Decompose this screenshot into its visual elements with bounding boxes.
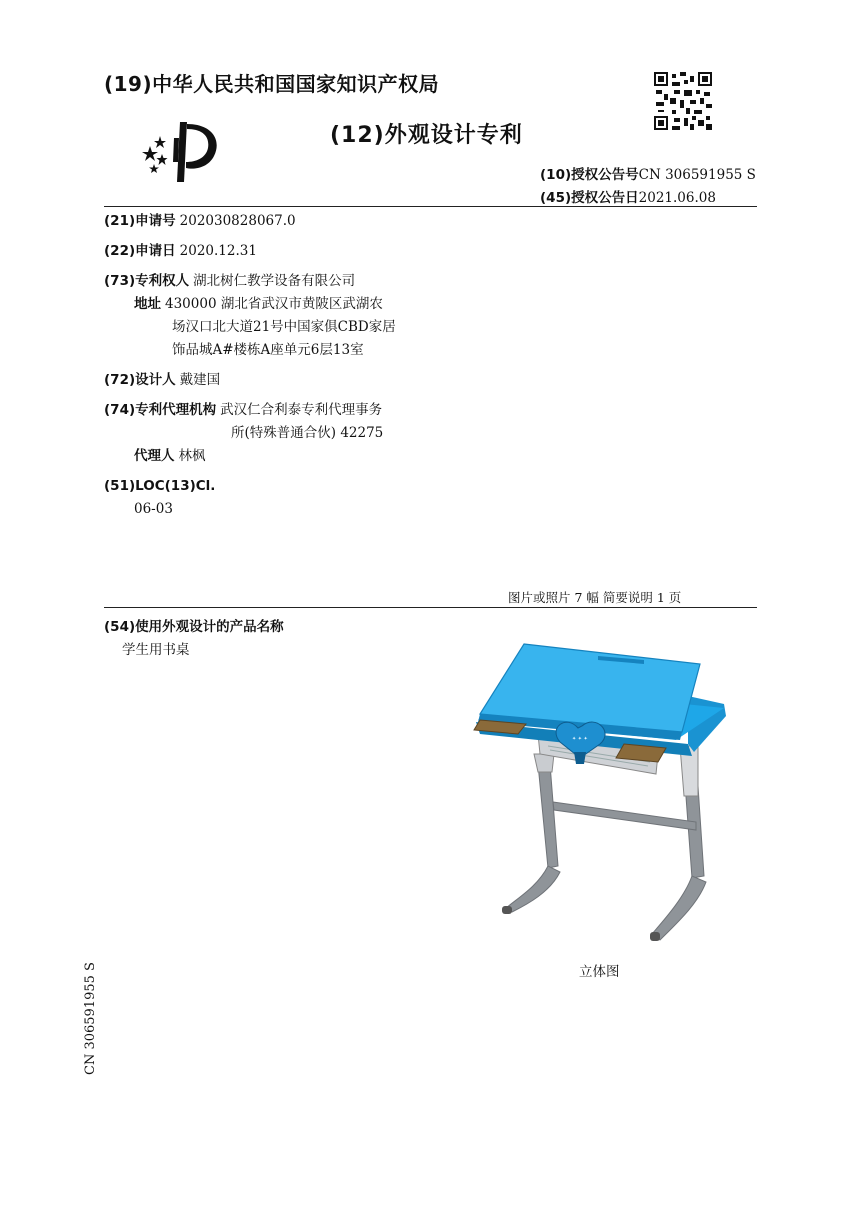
student-desk-illustration xyxy=(468,636,730,948)
section-divider xyxy=(104,607,757,608)
loc-class: 06-03 xyxy=(134,501,173,517)
address-row xyxy=(134,294,383,314)
agency-line-1: 武汉仁合利泰专利代理事务 xyxy=(220,402,383,418)
agency-row xyxy=(104,400,382,420)
agent-label: 代理人 xyxy=(134,448,175,464)
patentee: 湖北树仁教学设备有限公司 xyxy=(193,273,356,289)
publication-date-label: (45)授权公告日 xyxy=(540,190,639,206)
patentee-row xyxy=(104,271,355,291)
publication-date: 2021.06.08 xyxy=(638,190,716,206)
publication-number-label: (10)授权公告号 xyxy=(540,167,639,183)
document-type-title: (12)外观设计专利 xyxy=(330,123,523,148)
loc-label: (51)LOC(13)Cl. xyxy=(104,478,216,494)
side-publication-number: CN 306591955 S xyxy=(83,962,98,1075)
application-number-row xyxy=(104,211,296,231)
application-date: 2020.12.31 xyxy=(179,243,257,259)
product-name: 学生用书桌 xyxy=(122,642,190,658)
application-date-row xyxy=(104,241,257,261)
svg-text:✦ ✦ ✦: ✦ ✦ ✦ xyxy=(572,736,588,742)
patentee-label: (73)专利权人 xyxy=(104,273,190,289)
publication-number: CN 306591955 S xyxy=(638,167,756,183)
loc-row xyxy=(104,476,215,496)
pages-info: 图片或照片 7 幅 简要说明 1 页 xyxy=(508,590,682,605)
office-name: (19)中华人民共和国国家知识产权局 xyxy=(104,72,440,96)
application-date-label: (22)申请日 xyxy=(104,243,176,259)
agent-row xyxy=(134,446,206,466)
agency-line-2: 所(特殊普通合伙) 42275 xyxy=(231,425,384,441)
address-label: 地址 xyxy=(134,296,161,312)
publication-number-row xyxy=(540,163,756,183)
agency-label: (74)专利代理机构 xyxy=(104,402,217,418)
address-line-1: 430000 湖北省武汉市黄陂区武湖农 xyxy=(165,296,383,312)
application-number: 202030828067.0 xyxy=(179,213,296,229)
view-caption: 立体图 xyxy=(579,964,620,980)
designer: 戴建国 xyxy=(179,372,221,388)
agent: 林枫 xyxy=(178,448,206,464)
product-name-label: (54)使用外观设计的产品名称 xyxy=(104,619,284,635)
address-line-2: 场汉口北大道21号中国家俱CBD家居 xyxy=(172,319,396,335)
designer-label: (72)设计人 xyxy=(104,372,176,388)
publication-date-row xyxy=(540,186,716,206)
header-divider xyxy=(104,206,757,207)
qr-code-icon xyxy=(654,72,712,130)
designer-row xyxy=(104,370,220,390)
address-line-3: 饰品城A#楼栋A座单元6层13室 xyxy=(172,342,364,358)
application-number-label: (21)申请号 xyxy=(104,213,176,229)
cnipa-logo-icon xyxy=(140,118,224,186)
